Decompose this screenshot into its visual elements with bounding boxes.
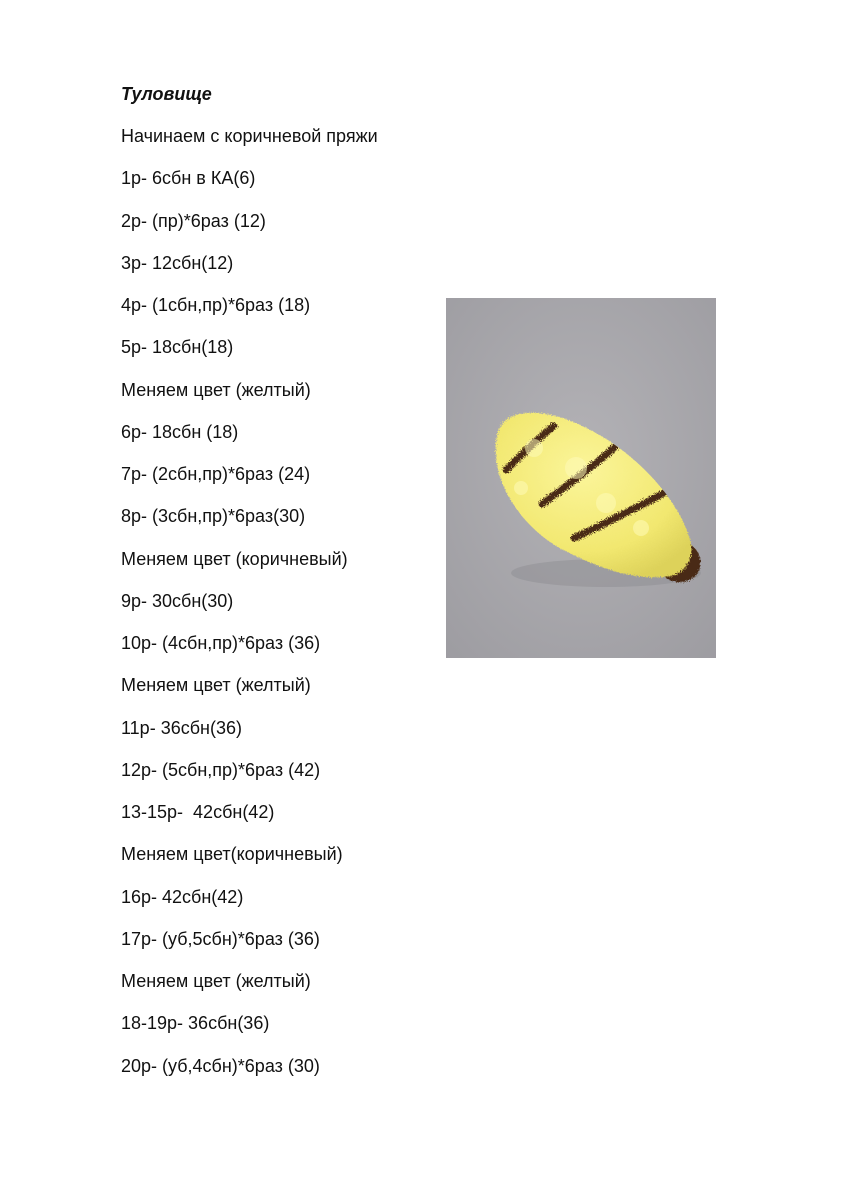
- instruction-line: 11р- 36сбн(36): [121, 717, 242, 738]
- instruction-line: Меняем цвет (желтый): [121, 379, 311, 400]
- instruction-line: 12р- (5сбн,пр)*6раз (42): [121, 759, 321, 780]
- instruction-line: 16р- 42сбн(42): [121, 886, 244, 907]
- instruction-line: 6р- 18сбн (18): [121, 421, 239, 442]
- instruction-line: 8р- (3сбн,пр)*6раз(30): [121, 506, 306, 527]
- instruction-line: 7р- (2сбн,пр)*6раз (24): [121, 464, 311, 484]
- instruction-line: 5р- 18сбн(18): [121, 337, 234, 358]
- instruction-line: 3р- 12сбн(12): [121, 252, 234, 273]
- pattern-instructions: [121, 125, 378, 1097]
- instruction-line: 2р- (пр)*6раз (12): [121, 210, 266, 231]
- crochet-body-photo: [446, 298, 716, 658]
- instruction-line: 20р- (уб,4сбн)*6раз (30): [121, 1055, 320, 1076]
- instruction-line: 4р- (1сбн,пр)*6раз (18): [121, 295, 311, 315]
- instruction-line: Меняем цвет (коричневый): [121, 548, 348, 569]
- section-heading: Туловище: [121, 84, 212, 104]
- instruction-line: 1р- 6сбн в КА(6): [121, 168, 256, 189]
- instruction-line: Меняем цвет(коричневый): [121, 844, 343, 865]
- instruction-line: 13-15р- 42сбн(42): [121, 802, 275, 822]
- instruction-line: Меняем цвет (желтый): [121, 971, 311, 991]
- instruction-line: Меняем цвет (желтый): [121, 675, 311, 696]
- instruction-line: 17р- (уб,5сбн)*6раз (36): [121, 928, 320, 949]
- instruction-line: 9р- 30сбн(30): [121, 590, 234, 611]
- instruction-line: 10р- (4сбн,пр)*6раз (36): [121, 633, 321, 653]
- instruction-line: Начинаем с коричневой пряжи: [121, 126, 378, 146]
- instruction-line: 18-19р- 36сбн(36): [121, 1013, 270, 1034]
